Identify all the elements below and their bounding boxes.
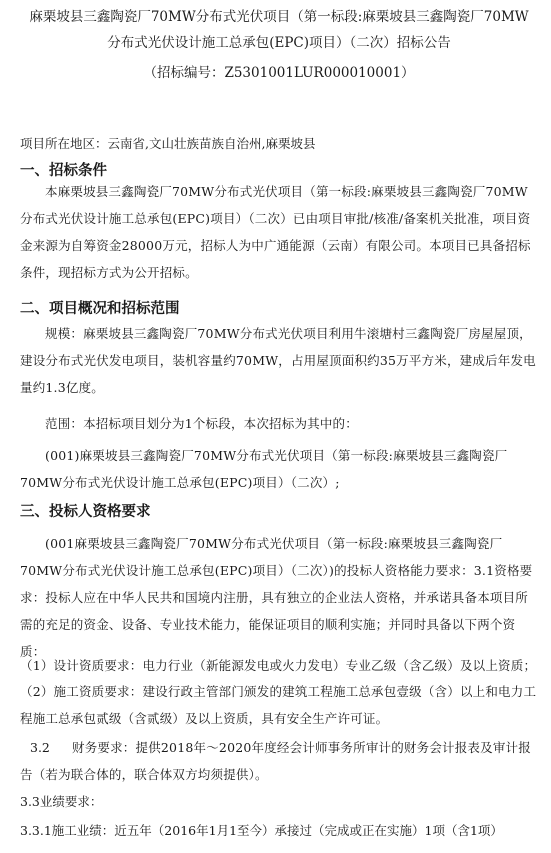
construction-qualification-requirement: （2）施工资质要求：建设行政主管部门颁发的建筑工程施工总承包壹级（含）以上和电力工程施工总承包贰级（含贰级）及以上资质，具有安全生产许可证。 xyxy=(20,684,537,726)
design-qualification-requirement: （1）设计资质要求：电力行业（新能源发电或火力发电）专业乙级（含乙级）及以上资质； xyxy=(20,658,537,673)
finance-requirement: 财务要求：提供2018年～2020年度经会计师事务所审计的财务会计报表及审计报告（若为联合体的，联合体双方均须提供）。 xyxy=(20,740,531,782)
section-heading-bidder-qualification: 三、投标人资格要求 xyxy=(20,504,151,520)
performance-requirement-heading: 3.3业绩要求： xyxy=(20,794,103,809)
section-heading-project-overview: 二、项目概况和招标范围 xyxy=(20,301,180,317)
tender-conditions-text: 本麻栗坡县三鑫陶瓷厂70MW分布式光伏项目（第一标段:麻栗坡县三鑫陶瓷厂70MW分布式光伏设计施工总承包(EPC)项目）（二次）已由项目审批/核准/备案机关批准，项目资金来源为自筹资金28000万元，招标人为中广通能源（云南）有限公司。本项目已具备招标条件，现招标方式为公开招标。 xyxy=(20,184,531,280)
tender-lot-text: (001)麻栗坡县三鑫陶瓷厂70MW分布式光伏项目（第一标段:麻栗坡县三鑫陶瓷厂70MW分布式光伏设计施工总承包(EPC)项目）（二次）; xyxy=(20,448,508,490)
qualification-text: (001麻栗坡县三鑫陶瓷厂70MW分布式光伏项目（第一标段:麻栗坡县三鑫陶瓷厂70MW分布式光伏设计施工总承包(EPC)项目）（二次）)的投标人资格能力要求：3.1资格要求：投标人应在中华人民共和国境内注册，具有独立的企业法人资格，并承诺具备本项目所需的充足的资金、设备、专业技术能力，能保证项目的顺利实施；并同时具备以下两个资质： xyxy=(20,536,533,659)
construction-performance-requirement: 3.3.1施工业绩：近五年（2016年1月1至今）承接过（完成或正在实施）1项（含1项） xyxy=(20,823,503,838)
project-location: 项目所在地区：云南省,文山壮族苗族自治州,麻栗坡县 xyxy=(20,136,316,151)
section-heading-tender-conditions: 一、招标条件 xyxy=(20,163,107,179)
project-scale-text: 规模：麻栗坡县三鑫陶瓷厂70MW分布式光伏项目利用牛滚塘村三鑫陶瓷厂房屋屋顶，建设分布式光伏发电项目，装机容量约70MW，占用屋顶面积约35万平方米，建成后年发电量约1.3亿度。 xyxy=(20,326,536,395)
tender-scope-text: 范围：本招标项目划分为1个标段，本次招标为其中的： xyxy=(45,416,358,431)
notice-title-line-2: 分布式光伏设计施工总承包(EPC)项目）（二次）招标公告 xyxy=(107,35,451,51)
notice-title-line-1: 麻栗坡县三鑫陶瓷厂70MW分布式光伏项目（第一标段:麻栗坡县三鑫陶瓷厂70MW xyxy=(29,9,529,25)
finance-clause-number: 3.2 xyxy=(30,740,50,755)
tender-number: （招标编号：Z5301001LUR000010001） xyxy=(143,65,415,81)
